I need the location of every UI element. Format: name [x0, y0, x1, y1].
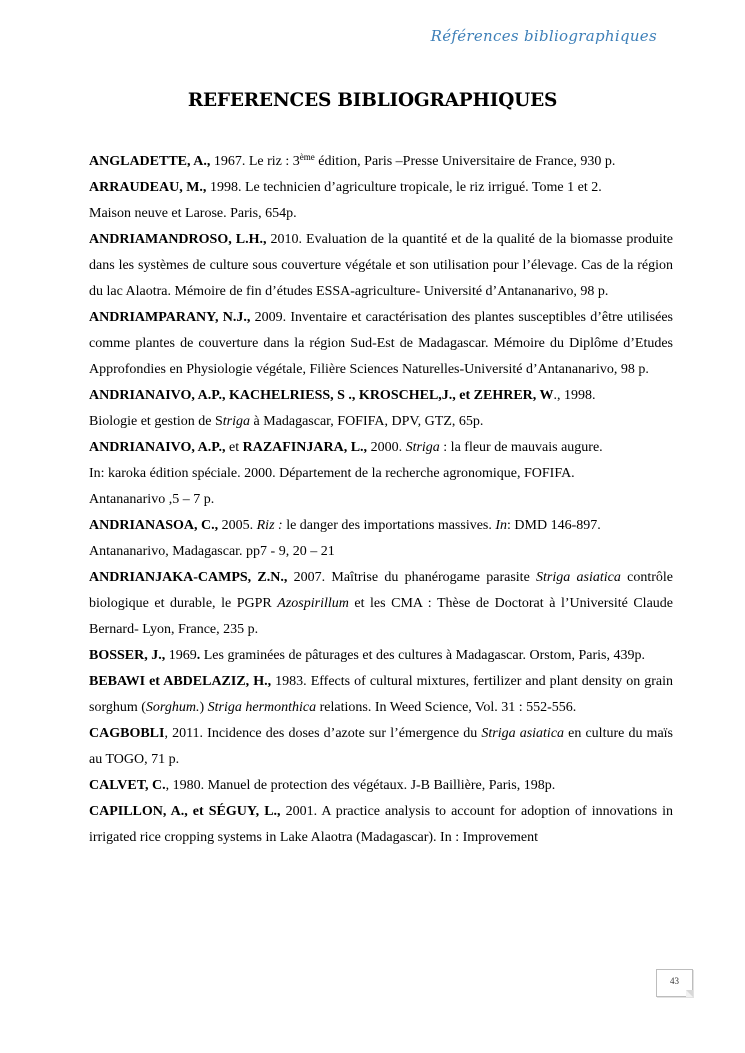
reference-entry — [89, 643, 673, 669]
reference-author: BEBAWI et ABDELAZIZ, H., — [89, 674, 272, 689]
reference-author: ANDRIANASOA, C., — [89, 518, 219, 533]
reference-italic: In — [495, 518, 508, 533]
reference-italic: Striga hermonthica — [207, 700, 317, 715]
reference-text: et — [225, 440, 243, 455]
reference-text: 1983. Effects of cultural mixtures, fertilizer and plant density on grain sorghum ( — [89, 674, 674, 715]
reference-entry — [89, 669, 673, 721]
reference-author: ANDRIAMANDROSO, L.H., — [89, 232, 267, 247]
reference-text: 2007. Maîtrise du phanérogame parasite — [287, 570, 537, 585]
reference-author: ANDRIAMPARANY, N.J., — [89, 310, 251, 325]
reference-text-line — [89, 409, 673, 435]
reference-text: Antananarivo ,5 – 7 p. — [89, 492, 215, 507]
reference-author: CAGBOBLI — [89, 726, 165, 741]
reference-entry — [89, 721, 673, 773]
reference-entry — [89, 305, 673, 383]
reference-italic: Striga asiatica — [536, 570, 621, 585]
reference-text: ) — [199, 700, 208, 715]
reference-text: Biologie et gestion de S — [89, 414, 223, 429]
reference-list — [89, 149, 673, 851]
reference-author: ANDRIANAIVO, A.P., — [89, 440, 226, 455]
reference-entry — [89, 227, 673, 305]
reference-text: ., 1998. — [553, 388, 596, 403]
reference-superscript: ème — [299, 152, 315, 162]
reference-text: 2000. — [367, 440, 406, 455]
reference-text: , 1980. Manuel de protection des végétaux. J-B Baillière, Paris, 198p. — [165, 778, 556, 793]
reference-text: relations. In Weed Science, Vol. 31 : 552-556. — [316, 700, 577, 715]
reference-text: 2001. A practice analysis to account for adoption of innovations in irrigated rice cropping systems in Lake Alaotra (Madagascar). In : Improvement — [89, 804, 673, 845]
reference-entry — [89, 513, 673, 565]
reference-entry — [89, 149, 673, 175]
reference-entry — [89, 383, 673, 435]
reference-author: ANDRIANAIVO, A.P., KACHELRIESS, S ., KROSCHEL,J., et ZEHRER, W — [89, 388, 554, 403]
reference-author: ANGLADETTE, A., — [89, 154, 211, 169]
reference-italic: Azospirillum — [277, 596, 349, 611]
reference-text: 2010. Evaluation de la quantité et de la qualité de la biomasse produite dans les systèmes de culture sous couverture végétale et son utilisation pour l’élevage. Cas de la région du lac Alaotra. Mémoire de fin d’études ESSA-agriculture- Université d’Antananarivo, 98 p. — [89, 232, 674, 299]
reference-entry — [89, 773, 673, 799]
reference-entry — [89, 799, 673, 851]
page-number: 43 — [656, 969, 693, 997]
reference-italic: Striga asiatica — [481, 726, 565, 741]
reference-text: 1969 — [165, 648, 197, 663]
reference-text: : la fleur de mauvais augure. — [439, 440, 603, 455]
reference-text: 2009. Inventaire et caractérisation des plantes susceptibles d’être utilisées comme plantes de couverture dans la région Sud-Est de Madagascar. Mémoire du Diplôme d’Etudes Approfondies en Physiologie végétale, Filière Sciences Naturelles-Université d’Antananarivo, 98 p. — [89, 310, 673, 377]
reference-entry — [89, 565, 673, 643]
reference-entry — [89, 435, 673, 513]
reference-text: 1998. Le technicien d’agriculture tropicale, le riz irrigué. Tome 1 et 2. — [206, 180, 602, 195]
reference-text: 1967. Le riz : 3 — [210, 154, 300, 169]
reference-text: à Madagascar, FOFIFA, DPV, GTZ, 65p. — [250, 414, 484, 429]
page-title: REFERENCES BIBLIOGRAPHIQUES — [187, 90, 558, 111]
reference-text: , 2011. Incidence des doses d’azote sur l’émergence du — [164, 726, 482, 741]
reference-text: Antananarivo, Madagascar. pp7 - 9, 20 – 21 — [89, 544, 335, 559]
reference-text: In: karoka édition spéciale. 2000. Département de la recherche agronomique, FOFIFA. — [89, 466, 575, 481]
reference-entry — [89, 175, 673, 227]
reference-author: CAPILLON, A., et SÉGUY, L., — [89, 804, 281, 819]
reference-text: Maison neuve et Larose. Paris, 654p. — [89, 206, 297, 221]
reference-author: ARRAUDEAU, M., — [89, 180, 207, 195]
reference-italic: Striga — [405, 440, 440, 455]
reference-text: Les graminées de pâturages et des cultures à Madagascar. Orstom, Paris, 439p. — [200, 648, 646, 663]
reference-text: 2005. — [218, 518, 257, 533]
reference-bold-mark: . — [196, 648, 201, 663]
reference-author: RAZAFINJARA, L., — [242, 440, 368, 455]
reference-text: en culture du maïs au TOGO, 71 p. — [89, 726, 673, 767]
reference-author: BOSSER, J., — [89, 648, 166, 663]
reference-italic: Riz : — [256, 518, 283, 533]
reference-text: et les CMA : Thèse de Doctorat à l’Université Claude Bernard- Lyon, France, 235 p. — [89, 596, 673, 637]
reference-text: le danger des importations massives. — [282, 518, 496, 533]
reference-italic: triga — [222, 414, 250, 429]
reference-text: : DMD 146-897. — [507, 518, 601, 533]
reference-text: édition, Paris –Presse Universitaire de France, 930 p. — [314, 154, 616, 169]
running-header: Références bibliographiques — [430, 27, 657, 45]
reference-italic: Sorghum. — [145, 700, 200, 715]
reference-author: CALVET, C. — [89, 778, 166, 793]
reference-author: ANDRIANJAKA-CAMPS, Z.N., — [89, 570, 288, 585]
reference-text: contrôle biologique et durable, le PGPR — [89, 570, 674, 611]
